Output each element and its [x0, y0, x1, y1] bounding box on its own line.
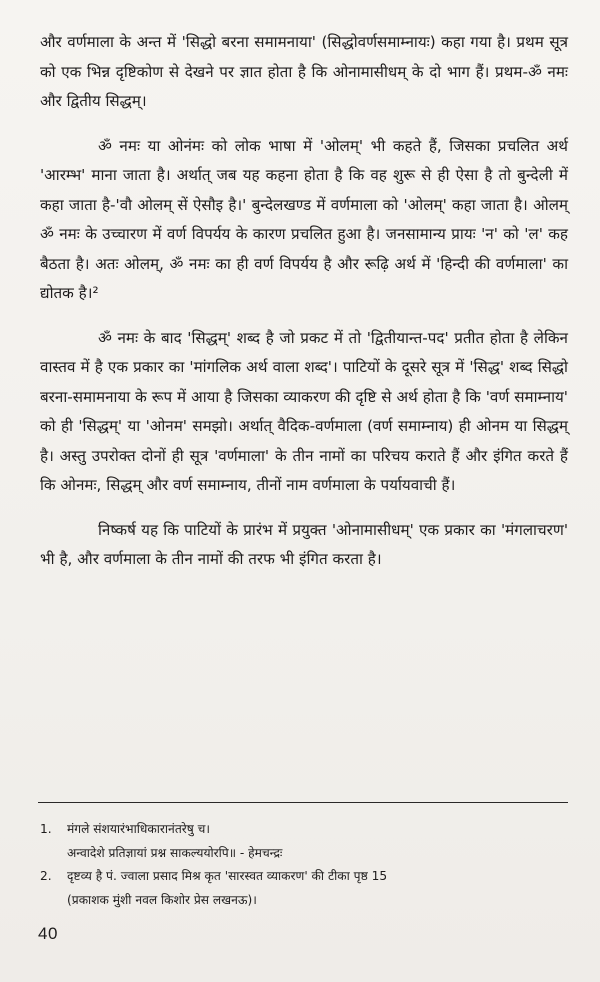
footnotes: [40, 818, 568, 912]
footnote-line: दृष्टव्य है पं. ज्वाला प्रसाद मिश्र कृत 'सारस्वत व्याकरण' की टीका पृष्ठ 15: [67, 869, 388, 883]
paragraph-1: और वर्णमाला के अन्त में 'सिद्धो बरना समामनाया' (सिद्धोवर्णसमाम्नायः) कहा गया है। प्रथम सूत्र को एक भिन्न दृष्टिकोण से देखने पर ज्ञात होता है कि ओनामासीधम् के दो भाग हैं। प्रथम-ॐ नमः और द्वितीय सिद्धम्।: [40, 33, 568, 110]
footnote-2: [40, 865, 568, 912]
footnote-line: अन्वादेशे प्रतिज्ञायां प्रश्न साकल्ययोरपि॥ - हेमचन्द्रः: [67, 845, 283, 860]
footnote-divider: [38, 802, 568, 803]
footnote-1: [40, 818, 568, 865]
page-number: 40: [38, 924, 58, 943]
paragraph-2: ॐ नमः या ओनंमः को लोक भाषा में 'ओलम्' भी कहते हैं, जिसका प्रचलित अर्थ 'आरम्भ' माना जाता है। अर्थात् जब यह कहना होता है कि वह शुरू से ही ऐसा है तो बुन्देली में कहा जाता है-'वौ ओलम् सें ऐसौइ है।' बुन्देलखण्ड में वर्णमाला को 'ओलम्' कहा जाता है। ओलम् ॐ नमः के उच्चारण में वर्ण विपर्यय के कारण प्रचलित हुआ है। जनसामान्य प्रायः 'न' को 'ल' कह बैठता है। अतः ओलम्, ॐ नमः का ही वर्ण विपर्यय है और रूढ़ि अर्थ में 'हिन्दी की वर्णमाला' का द्योतक है।²: [40, 136, 568, 302]
footnote-number: 1.: [40, 822, 52, 836]
footnote-line: (प्रकाशक मुंशी नवल किशोर प्रेस लखनऊ)।: [67, 892, 257, 907]
paragraph-3: ॐ नमः के बाद 'सिद्धम्' शब्द है जो प्रकट में तो 'द्वितीयान्त-पद' प्रतीत होता है लेकिन वास्तव में है एक प्रकार का 'मांगलिक अर्थ वाला शब्द'। पाटियों के दूसरे सूत्र में 'सिद्ध' शब्द सिद्धो बरना-समामनाया के रूप में आया है जिसका व्याकरण की दृष्टि से अर्थ होता है कि 'वर्ण समाम्नाय' को ही 'सिद्धम्' या 'ओनम' समझो। अर्थात् वैदिक-वर्णमाला (वर्ण समाम्नाय) ही ओनम या सिद्धम् है। अस्तु उपरोक्त दोनों ही सूत्र 'वर्णमाला' के तीन नामों का परिचय कराते हैं और इंगित करते हैं कि ओनमः, सिद्धम् और वर्ण समाम्नाय, तीनों नाम वर्णमाला के पर्यायवाची हैं।: [40, 328, 568, 494]
footnote-body: [67, 865, 387, 912]
body-text: [40, 28, 568, 590]
footnote-number: 2.: [40, 869, 52, 883]
footnote-line: मंगले संशयारंभाधिकारानंतरेषु च।: [67, 822, 211, 836]
paragraph-4: निष्कर्ष यह कि पाटियों के प्रारंभ में प्रयुक्त 'ओनामासीधम्' एक प्रकार का 'मंगलाचरण' भी है, और वर्णमाला के तीन नामों की तरफ भी इंगित करता है।: [40, 520, 568, 568]
footnote-body: [67, 818, 282, 865]
